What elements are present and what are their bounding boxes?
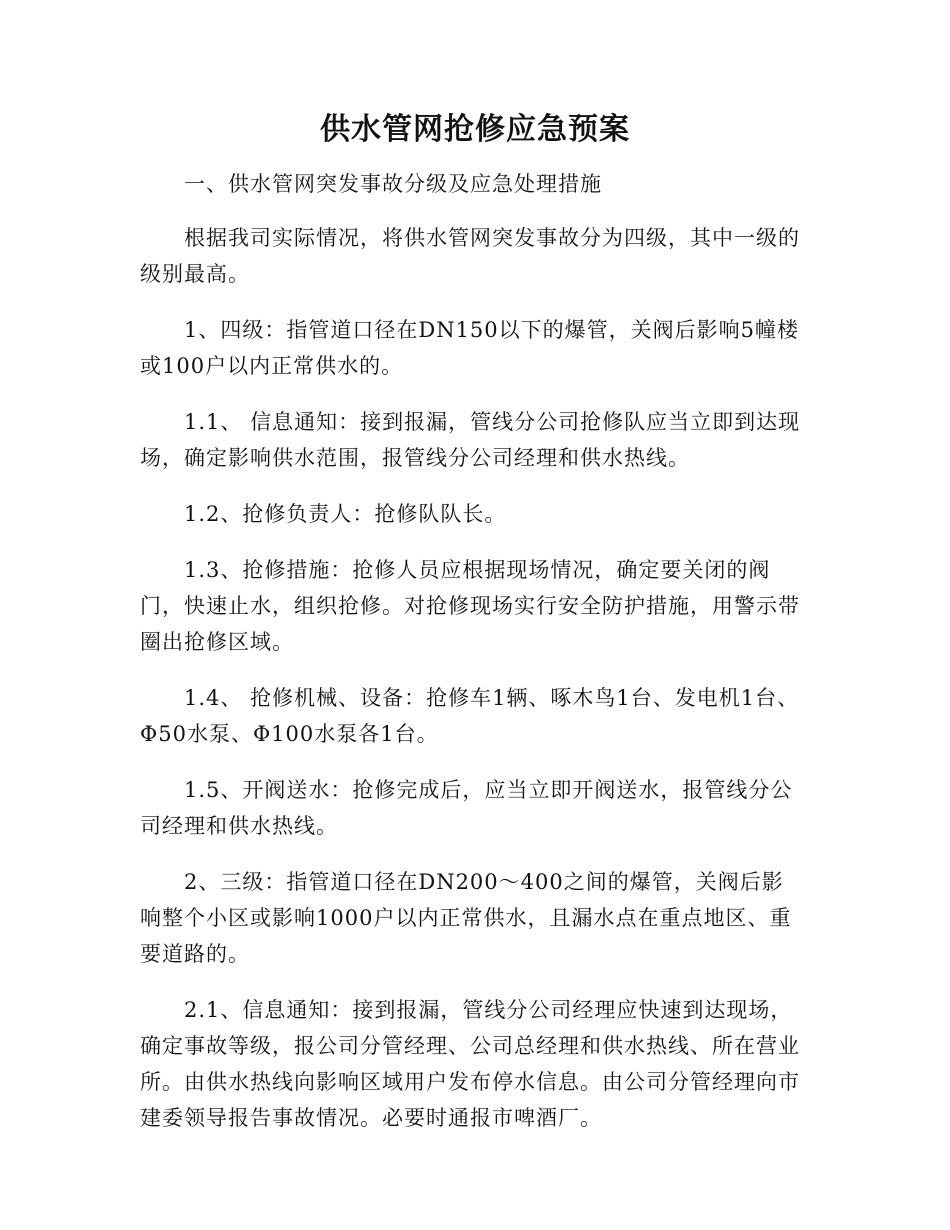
- paragraph: 根据我司实际情况，将供水管网突发事故分为四级，其中一级的级别最高。: [140, 226, 800, 286]
- paragraph: 1.3、抢修措施：抢修人员应根据现场情况，确定要关闭的阀门，快速止水，组织抢修。对抢修现场实行安全防护措施，用警示带圈出抢修区域。: [140, 558, 800, 654]
- paragraph: 1.4、 抢修机械、设备：抢修车1辆、啄木鸟1台、发电机1台、Φ50水泵、Φ100水泵各1台。: [140, 686, 800, 746]
- paragraph: 1.5、开阀送水：抢修完成后，应当立即开阀送水，报管线分公司经理和供水热线。: [140, 778, 793, 838]
- paragraph: 1、四级：指管道口径在DN150以下的爆管，关阀后影响5幢楼或100户以内正常供水的。: [140, 318, 800, 378]
- paragraph: 1.1、 信息通知：接到报漏，管线分公司抢修队应当立即到达现场，确定影响供水范围，报管线分公司经理和供水热线。: [140, 410, 801, 470]
- document-title: 供水管网抢修应急预案: [320, 112, 630, 147]
- paragraph: 2、三级：指管道口径在DN200～400之间的爆管，关阀后影响整个小区或影响1000户以内正常供水，且漏水点在重点地区、重要道路的。: [140, 870, 792, 966]
- paragraph: 1.2、抢修负责人：抢修队队长。: [184, 502, 507, 526]
- paragraph: 2.1、信息通知：接到报漏，管线分公司经理应快速到达现场，确定事故等级，报公司分管经理、公司总经理和供水热线、所在营业所。由供水热线向影响区域用户发布停水信息。由公司分管经理向市建委领导报告事故情况。必要时通报市啤酒厂。: [140, 998, 800, 1130]
- section-heading: 一、供水管网突发事故分级及应急处理措施: [184, 172, 602, 196]
- document-body: [140, 166, 805, 1156]
